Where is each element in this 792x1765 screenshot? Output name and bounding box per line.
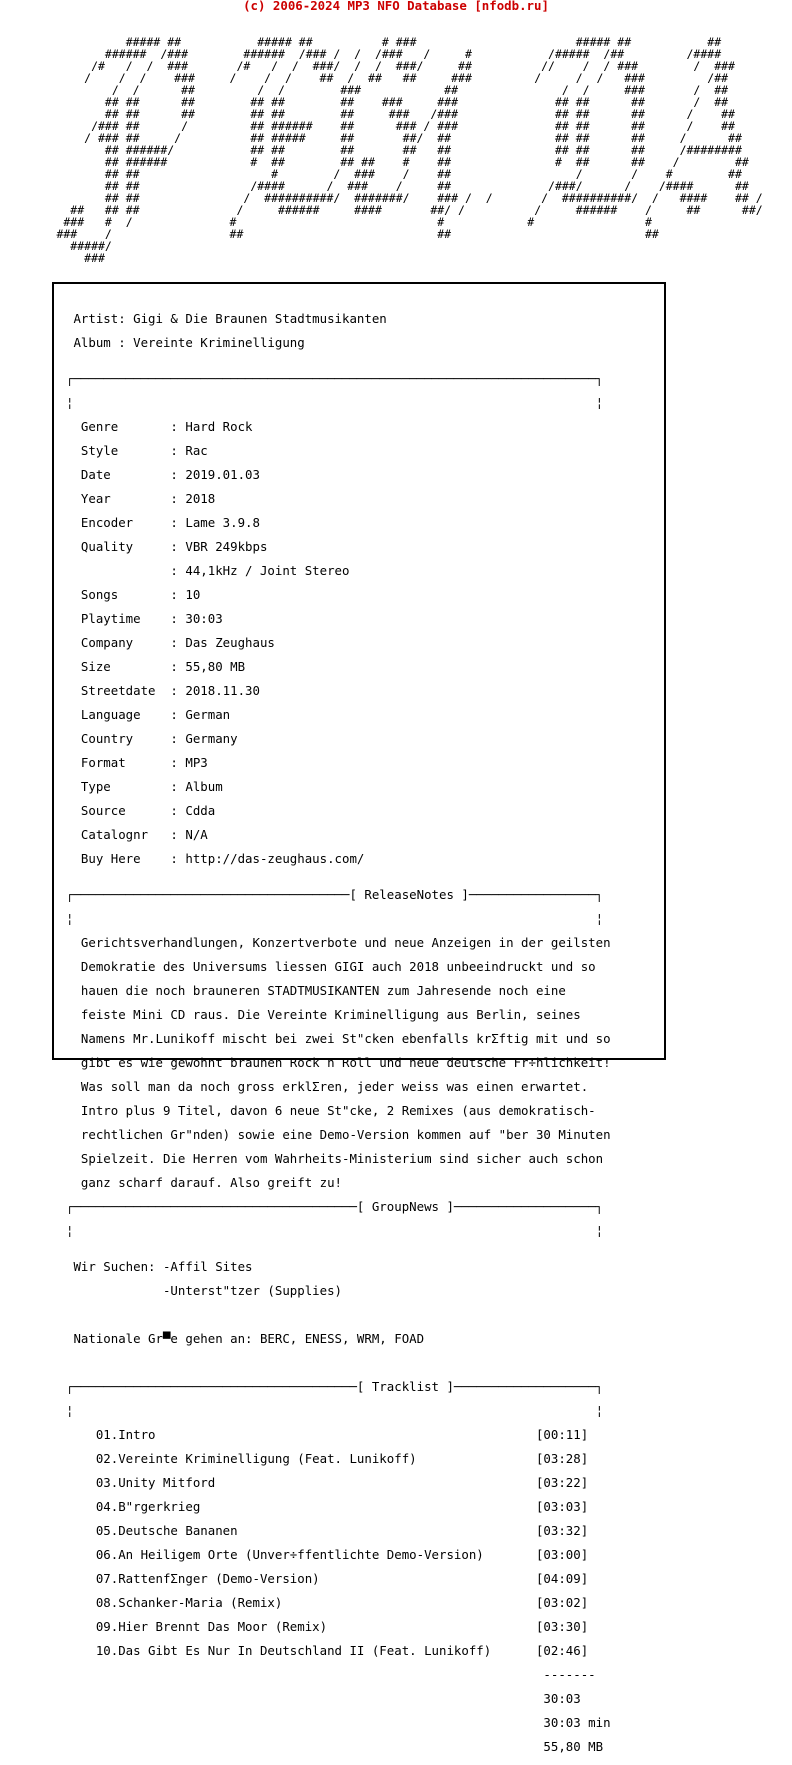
info-row: Size : 55,80 MB	[66, 659, 246, 674]
totals-separator: -------	[66, 1667, 596, 1682]
track-row: 03.Unity Mitford [03:22]	[66, 1475, 589, 1490]
info-row: Streetdate : 2018.11.30	[66, 683, 260, 698]
track-row: 10.Das Gibt Es Nur In Deutschland II (Feat. Lunikoff) [02:46]	[66, 1643, 589, 1658]
info-row: Playtime : 30:03	[66, 611, 223, 626]
section-edge: ¦ ¦	[66, 1403, 604, 1418]
release-notes-line: Was soll man da noch gross erklΣren, jeder weiss was einen erwartet.	[66, 1079, 589, 1094]
group-news-line: Wir Suchen: -Affil Sites	[66, 1259, 253, 1274]
group-news-line	[66, 1309, 611, 1321]
track-row: 09.Hier Brennt Das Moor (Remix) [03:30]	[66, 1619, 589, 1634]
info-row: Company : Das Zeughaus	[66, 635, 275, 650]
track-row: 02.Vereinte Kriminelligung (Feat. Lunikoff) [03:28]	[66, 1451, 589, 1466]
section-edge: ¦ ¦	[66, 395, 604, 410]
info-row: Format : MP3	[66, 755, 208, 770]
info-rule: ┌──────────────────────────────────────────────────────────────────────┐	[66, 371, 604, 386]
info-row: Quality : VBR 249kbps	[66, 539, 268, 554]
track-row: 07.RattenfΣnger (Demo-Version) [04:09]	[66, 1571, 589, 1586]
info-row: Style : Rac	[66, 443, 208, 458]
info-row: Buy Here : http://das-zeughaus.com/	[66, 851, 365, 866]
release-notes-line: rechtlichen Gr"nden) sowie eine Demo-Version kommen auf "ber 30 Minuten	[66, 1127, 611, 1142]
info-row: Encoder : Lame 3.9.8	[66, 515, 260, 530]
track-row: 04.B"rgerkrieg [03:03]	[66, 1499, 589, 1514]
track-row: 06.An Heiligem Orte (Unver÷ffentlichte Demo-Version) [03:00]	[66, 1547, 589, 1562]
total-time-min: 30:03 min	[66, 1715, 611, 1730]
release-notes-line: gibt es wie gewohnt braunen Rock n Roll und neue deutsche Fr÷hlichkeit!	[66, 1055, 611, 1070]
info-row: Songs : 10	[66, 587, 201, 602]
release-notes-line: Namens Mr.Lunikoff mischt bei zwei St"cken ebenfalls krΣftig mit und so	[66, 1031, 611, 1046]
release-notes-line: Gerichtsverhandlungen, Konzertverbote und neue Anzeigen in der geilsten	[66, 935, 611, 950]
nfo-box	[52, 282, 666, 1754]
group-news-rule: ┌──────────────────────────────────────[ GroupNews ]───────────────────┐	[66, 1199, 604, 1214]
total-size: 55,80 MB	[66, 1739, 604, 1754]
release-notes-line: hauen die noch brauneren STADTMUSIKANTEN zum Jahresende noch eine	[66, 983, 566, 998]
release-notes-line: ganz scharf darauf. Also greift zu!	[66, 1175, 343, 1190]
info-row: Genre : Hard Rock	[66, 419, 253, 434]
release-notes-line: Demokratie des Universums liessen GIGI auch 2018 unbeeindruckt und so	[66, 959, 596, 974]
group-news-line: Nationale Gr▀e gehen an: BERC, ENESS, WRM, FOAD	[66, 1331, 425, 1346]
group-news-line: -Unterst"tzer (Supplies)	[66, 1283, 343, 1298]
ascii-art-logo: ##### ## ##### ## # ### ##### ## ## ###### /### ###### /### / / /### / # /##### /## /#### /# / / ### /# / / ###/ / / ###/ ## // / / ### / ### / / / ### / / / ## / ## ## ### / / / ### /## / / ## / / ### ## / / ### / ## ## ## ## ## ## ## ### ### ## ## ## / ## ## ## ## ## ## ## ### /### ## ## ## / ## /### ## / ## ###### ## ### / ### ## ## ## / ## / ### ## / ## ##### ## ##/ ## ## ## ## / ## ## ######/ ## ## ## ## ## ## ## ## /######## ## ###### # ## ## ## # ## # ## ## / ## ## ## # / ### / ## / / # ## ## ## /#### / ### / ## /###/ / /#### ## ## ## / ##########/ #######/ ### / / / ##########/ / #### ## / ## ## ## / ###### #### ##/ / / ###### / ## ##/ ### # / # # # # ### / ## ## ## #####/ ###	[56, 35, 763, 265]
release-notes-line: Intro plus 9 Titel, davon 6 neue St"cke, 2 Remixes (aus demokratisch-	[66, 1103, 596, 1118]
track-row: 05.Deutsche Bananen [03:32]	[66, 1523, 589, 1538]
info-row: Country : Germany	[66, 731, 238, 746]
release-notes-line: Spielzeit. Die Herren vom Wahrheits-Ministerium sind sicher auch schon	[66, 1151, 604, 1166]
info-row: Year : 2018	[66, 491, 216, 506]
release-notes-line: feiste Mini CD raus. Die Vereinte Kriminelligung aus Berlin, seines	[66, 1007, 581, 1022]
info-row: : 44,1kHz / Joint Stereo	[66, 563, 350, 578]
info-row: Language : German	[66, 707, 231, 722]
site-header: (c) 2006-2024 MP3 NFO Database [nfodb.ru]	[243, 0, 549, 13]
nfo-text	[66, 301, 611, 1765]
section-edge: ¦ ¦	[66, 911, 604, 926]
track-row: 08.Schanker-Maria (Remix) [03:02]	[66, 1595, 589, 1610]
info-row: Type : Album	[66, 779, 223, 794]
album-line: Album : Vereinte Kriminelligung	[66, 335, 305, 350]
section-edge: ¦ ¦	[66, 1223, 604, 1238]
release-notes-rule: ┌─────────────────────────────────────[ ReleaseNotes ]─────────────────┐	[66, 887, 604, 902]
artist-line: Artist: Gigi & Die Braunen Stadtmusikanten	[66, 311, 387, 326]
info-row: Source : Cdda	[66, 803, 216, 818]
total-time: 30:03	[66, 1691, 581, 1706]
track-row: 01.Intro [00:11]	[66, 1427, 589, 1442]
tracklist-rule: ┌──────────────────────────────────────[ Tracklist ]───────────────────┐	[66, 1379, 604, 1394]
info-row: Date : 2019.01.03	[66, 467, 260, 482]
info-row: Catalognr : N/A	[66, 827, 208, 842]
